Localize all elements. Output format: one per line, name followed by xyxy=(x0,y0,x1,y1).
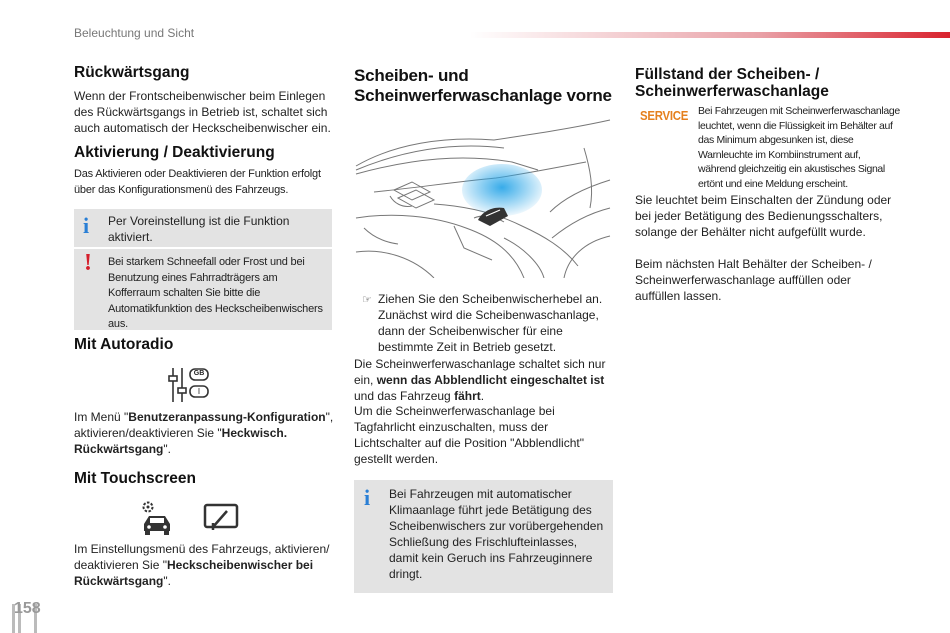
reverse-text: Wenn der Frontscheibenwischer beim Einlegen des Rückwärtsgangs in Betrieb ist, schaltet sich auch automatisch der Heckscheibenwischer ein. xyxy=(74,89,331,135)
hand-pointer-icon: ☞ xyxy=(362,294,372,306)
info-icon: i xyxy=(83,213,90,238)
warning-icon: ! xyxy=(84,250,92,276)
touchscreen-text: Im Einstellungsmenü des Fahrzeugs, aktivieren/ deaktivieren Sie "Heckscheibenwischer bei Rückwärtsgang". xyxy=(74,542,330,588)
page-number: 158 xyxy=(4,600,46,633)
headlamp-washer-text: Die Scheinwerferwaschanlage schaltet sich nur ein, wenn das Abblendlicht eingeschaltet ist und das Fahrzeug fährt. xyxy=(354,357,606,403)
warning-note-text: Bei starkem Schneefall oder Frost und bei Benutzung eines Fahrradträgers am Kofferraum schalten Sie bitte die Automatikfunktion des Heckscheibenwischers aus. xyxy=(108,256,323,330)
climate-info-box xyxy=(354,480,613,593)
autoradio-title: Mit Autoradio xyxy=(74,336,174,353)
fluid-para2: Beim nächsten Halt Behälter der Scheiben- / Scheinwerferwaschanlage auffüllen oder auffüllen lassen. xyxy=(635,257,872,303)
info-icon: i xyxy=(364,485,371,510)
reverse-title: Rückwärtsgang xyxy=(74,64,190,81)
washer-title: Scheiben- und Scheinwerferwaschanlage vorne xyxy=(354,66,612,105)
autoradio-text: Im Menü "Benutzeranpassung-Konfiguration", aktivieren/deaktivieren Sie "Heckwisch. Rückwärtsgang". xyxy=(74,410,334,456)
activation-text: Das Aktivieren oder Deaktivieren der Funktion erfolgt über das Konfigurationsmenü des Fahrzeugs. xyxy=(74,168,321,196)
service-text: Bei Fahrzeugen mit Scheinwerferwaschanlage leuchtet, wenn die Flüssigkeit im Behälter auf das Minimum abgesunken ist, diese Warnleuchte im Kombiinstrument auf, während gleichzeitig ein akustisches Signal ertönt und eine Meldung erscheint. xyxy=(698,105,900,190)
activation-title: Aktivierung / Deaktivierung xyxy=(74,144,275,161)
settings-sliders-icon xyxy=(166,366,212,404)
washer-instruction: Ziehen Sie den Scheibenwischerhebel an. Zunächst wird die Scheibenwaschanlage, dann der Scheibenwischer für eine bestimmte Zeit in Betrieb gesetzt. xyxy=(378,292,603,354)
daylight-text: Um die Scheinwerferwaschanlage bei Tagfahrlicht einzuschalten, muss der Lichtschalter auf die Position "Abblendlicht" gestellt werden. xyxy=(354,404,584,466)
warning-note-box xyxy=(74,249,332,330)
rear-wiper-icon xyxy=(203,503,239,531)
radio-icon-label-bottom: I xyxy=(197,387,201,396)
car-front-illustration xyxy=(354,108,612,278)
fluid-level-title: Füllstand der Scheiben- / Scheinwerferwaschanlage xyxy=(635,66,829,100)
header-accent-bar xyxy=(470,32,950,38)
vehicle-settings-icon xyxy=(140,500,174,536)
section-header: Beleuchtung und Sicht xyxy=(74,26,195,40)
info-note-box xyxy=(74,209,332,247)
radio-icon-label-top: GB xyxy=(193,370,205,377)
touchscreen-title: Mit Touchscreen xyxy=(74,470,197,487)
service-warning-icon: SERVICE xyxy=(640,108,689,123)
fluid-para1: Sie leuchtet beim Einschalten der Zündung oder bei jeder Betätigung des Bedienungsschalters, solange der Behälter nicht aufgefüllt wurde. xyxy=(635,193,892,239)
climate-info-text: Bei Fahrzeugen mit automatischer Klimaanlage führt jede Betätigung des Scheibenwischers zur vorübergehenden Schließung des Frischlufteinlasses, damit kein Geruch ins Fahrzeuginnere dringt. xyxy=(389,487,604,581)
info-note-text: Per Voreinstellung ist die Funktion aktiviert. xyxy=(108,214,290,244)
